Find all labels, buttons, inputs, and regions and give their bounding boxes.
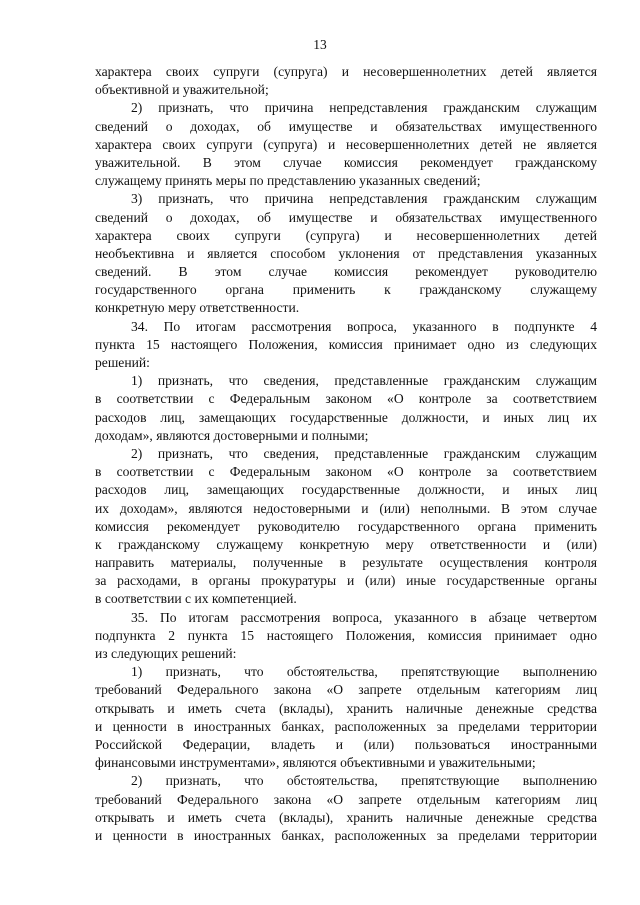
text-line: требований Федерального закона «О запрете отдельным категориям лиц [95, 682, 597, 698]
document-body [95, 63, 597, 845]
text-line: необъективна и является способом уклонения от представления указанных [95, 245, 597, 261]
text-line: 1) признать, что сведения, представленные гражданским служащим [131, 373, 597, 389]
text-line: 34. По итогам рассмотрения вопроса, указанного в подпункте 4 [131, 318, 597, 334]
text-line: характера своих супруги (супруга) и несовершеннолетних детей [95, 227, 597, 243]
text-line: сведений. В этом случае комиссия рекомендует руководителю [95, 264, 597, 280]
text-line: к гражданскому служащему конкретную меру ответственности и (или) [95, 536, 597, 552]
text-line: открывать и иметь счета (вклады), хранить наличные денежные средства [95, 809, 597, 825]
text-line: расходов лиц, замещающих государственные должности, и иных лиц [95, 482, 597, 498]
text-line: в соответствии с Федеральным законом «О контроле за соответствием [95, 391, 597, 407]
text-line: открывать и иметь счета (вклады), хранить наличные денежные средства [95, 700, 597, 716]
text-line: требований Федерального закона «О запрете отдельным категориям лиц [95, 791, 597, 807]
text-line: и ценности в иностранных банках, расположенных за пределами территории [95, 827, 597, 843]
text-line: за расходами, в органы прокуратуры и (или) иные государственные органы [95, 573, 597, 589]
text-line: конкретную меру ответственности. [95, 300, 300, 316]
text-line: характера своих супруги (супруга) и несовершеннолетних детей не является [95, 136, 597, 152]
text-line: пункта 15 настоящего Положения, комиссия принимает одно из следующих [95, 336, 597, 352]
text-line: служащему принять меры по представлению указанных сведений; [95, 173, 481, 189]
text-line: 2) признать, что обстоятельства, препятствующие выполнению [131, 773, 597, 789]
text-line: 3) признать, что причина непредставления гражданским служащим [131, 191, 597, 207]
text-line: 2) признать, что сведения, представленные гражданским служащим [131, 445, 597, 461]
text-line: из следующих решений: [95, 646, 237, 661]
text-line: финансовыми инструментами», являются объективными и уважительными; [95, 755, 536, 771]
text-line: в соответствии с их компетенцией. [95, 591, 297, 607]
text-line: уважительной. В этом случае комиссия рекомендует гражданскому [95, 154, 597, 170]
text-line: 1) признать, что обстоятельства, препятствующие выполнению [131, 664, 597, 680]
text-line: направить материалы, полученные в результате осуществления контроля [95, 555, 597, 571]
text-line: расходов лиц, замещающих государственные должности, и иных лиц их [95, 409, 597, 425]
text-line: объективной и уважительной; [95, 82, 269, 98]
text-line: решений: [95, 355, 150, 370]
text-line: 35. По итогам рассмотрения вопроса, указанного в абзаце четвертом [131, 609, 597, 625]
text-line: подпункта 2 пункта 15 настоящего Положения, комиссия принимает одно [95, 627, 597, 643]
text-line: и ценности в иностранных банках, расположенных за пределами территории [95, 718, 597, 734]
text-line: их доходам», являются недостоверными и (или) неполными. В этом случае [95, 500, 597, 516]
text-line: сведений о доходах, об имуществе и обязательствах имущественного [95, 209, 597, 225]
text-line: государственного органа применить к гражданскому служащему [95, 282, 597, 298]
text-line: доходам», являются достоверными и полными; [95, 427, 369, 443]
page-number: 13 [313, 37, 327, 52]
text-line: характера своих супруги (супруга) и несовершеннолетних детей является [95, 64, 597, 79]
text-line: Российской Федерации, владеть и (или) пользоваться иностранными [95, 736, 597, 752]
text-line: 2) признать, что причина непредставления гражданским служащим [131, 100, 597, 116]
text-line: сведений о доходах, об имуществе и обязательствах имущественного [95, 118, 597, 134]
text-line: комиссия рекомендует руководителю государственного органа применить [95, 518, 597, 534]
text-line: в соответствии с Федеральным законом «О контроле за соответствием [95, 464, 597, 480]
